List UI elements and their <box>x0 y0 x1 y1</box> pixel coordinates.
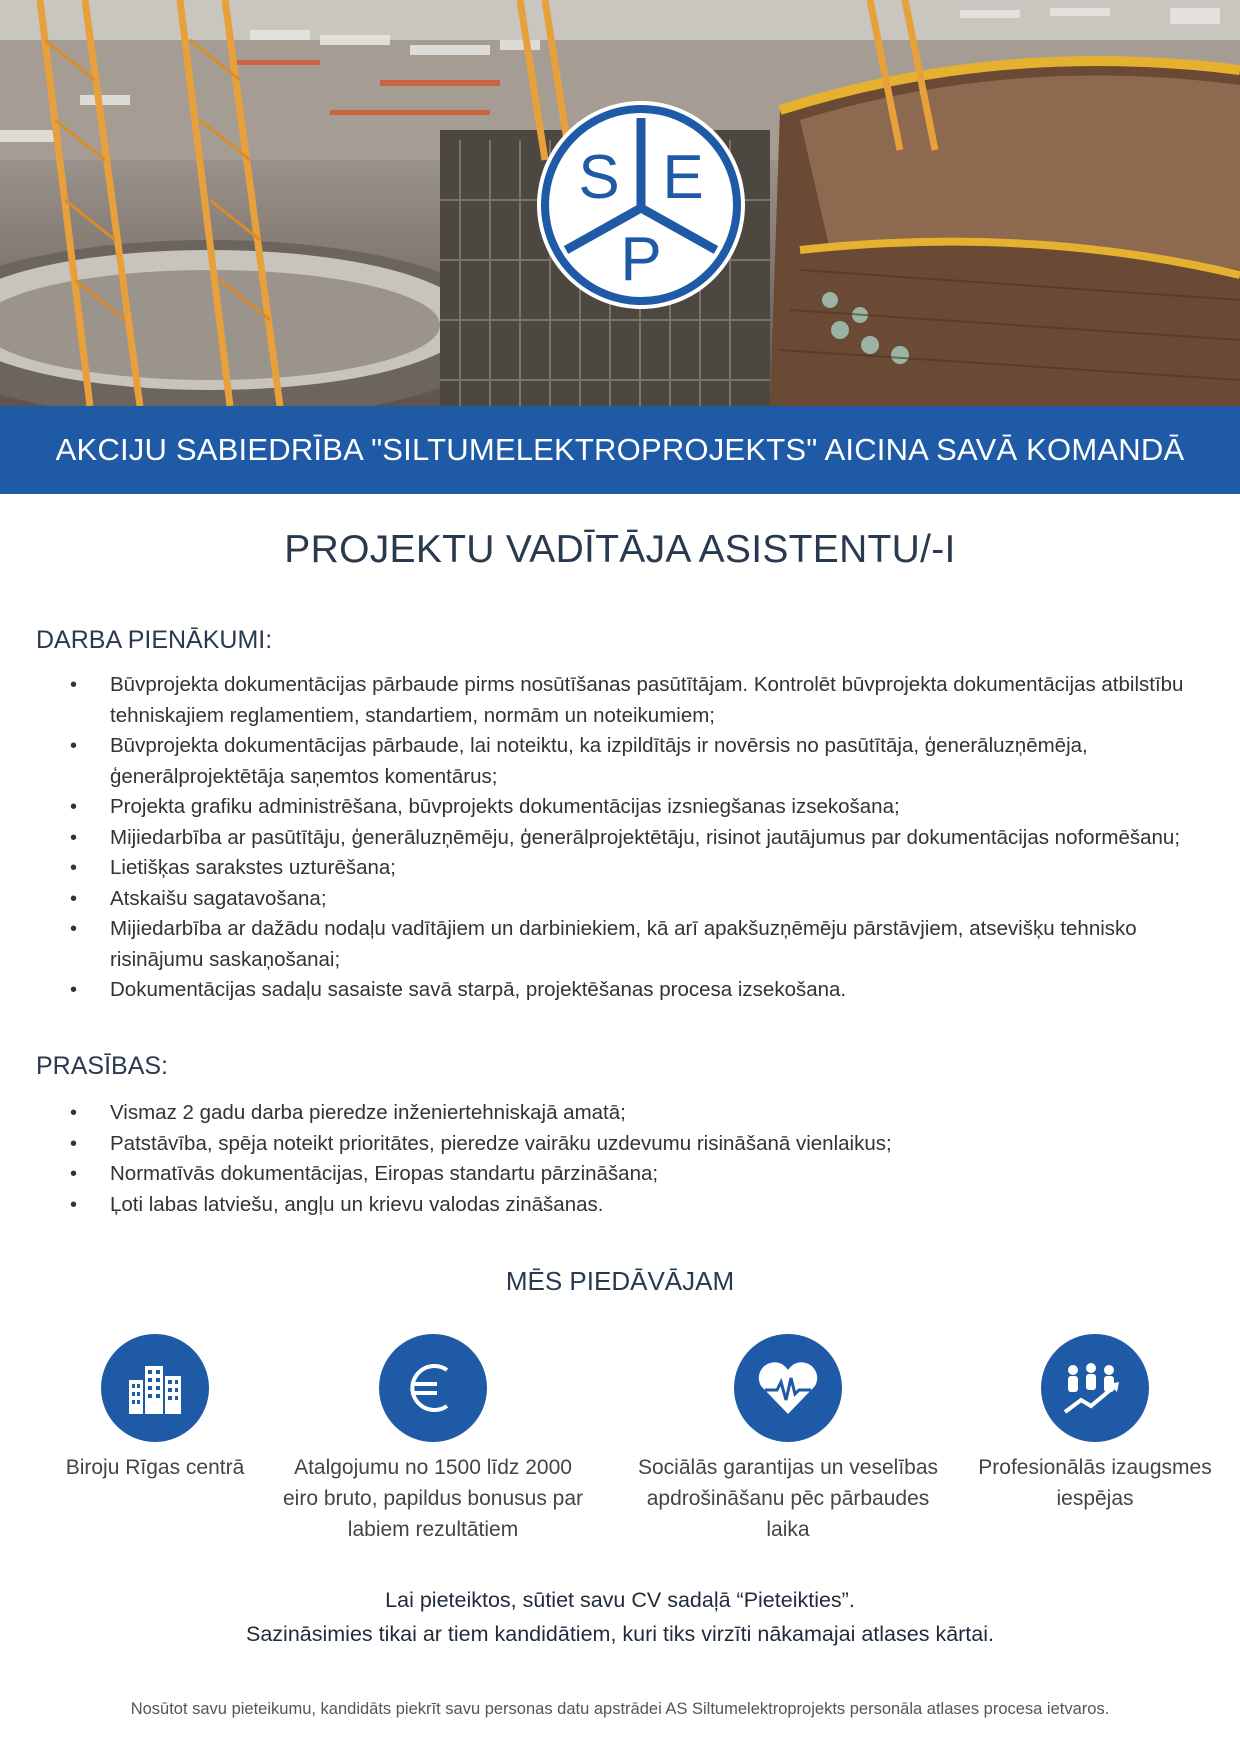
duty-item: • Mijiedarbība ar pasūtītāju, ģenerāluzņēmēju, ģenerālprojektētāju, risinot jautājumus par dokumentācijas noformēšanu; <box>70 823 1220 854</box>
duty-item: • Būvprojekta dokumentācijas pārbaude, lai noteiktu, ka izpildītājs ir novērsis no pasūtītāja, ģenerāluzņēmēja, ģenerālprojektētāja saņemtos komentārus; <box>70 731 1220 792</box>
apply-line-2: Sazināsimies tikai ar tiem kandidātiem, kuri tiks virzīti nākamajai atlases kārtai. <box>246 1622 994 1646</box>
offer-caption: Profesionālās izaugsmes iespējas <box>978 1456 1212 1510</box>
offer-caption: Biroju Rīgas centrā <box>65 1456 245 1479</box>
requirements-list <box>70 1098 1220 1220</box>
company-banner <box>0 406 1240 494</box>
offer-heading: MĒS PIEDĀVĀJAM <box>505 1266 735 1296</box>
data-processing-notice: Nosūtot savu pieteikumu, kandidāts piekrīt savu personas datu apstrādei AS Siltumelektroprojekts personāla atlases procesa ietvaros. <box>130 1700 1110 1718</box>
duty-item: • Mijiedarbība ar dažādu nodaļu vadītājiem un darbiniekiem, kā arī apakšuzņēmēju pārstāvjiem, atsevišķu tehnisko risinājumu saskaņošanai; <box>70 914 1220 975</box>
logo-letter-p: P <box>620 225 662 294</box>
offer-caption: Atalgojumu no 1500 līdz 2000 eiro bruto, papildus bonusus par labiem rezultātiem <box>282 1456 584 1541</box>
duties-list <box>70 670 1220 1006</box>
hero-construction-photo <box>0 0 1240 406</box>
offer-item-social <box>638 1334 938 1545</box>
euro-icon <box>379 1334 487 1442</box>
duty-item: • Dokumentācijas sadaļu sasaiste savā starpā, projektēšanas procesa izsekošana. <box>70 975 1220 1006</box>
requirement-item: • Patstāvība, spēja noteikt prioritātes, pieredze vairāku uzdevumu risināšanā vienlaikus; <box>70 1129 1220 1160</box>
offer-item-growth <box>950 1334 1240 1514</box>
logo-letter-s: S <box>578 143 620 212</box>
career-growth-icon <box>1041 1334 1149 1442</box>
heart-pulse-icon <box>734 1334 842 1442</box>
offer-item-office <box>0 1334 310 1483</box>
duty-item: • Lietišķas sarakstes uzturēšana; <box>70 853 1220 884</box>
duties-heading: DARBA PIENĀKUMI: <box>36 626 273 654</box>
sep-logo <box>536 100 746 310</box>
duty-item: • Projekta grafiku administrēšana, būvprojekts dokumentācijas izsniegšanas izsekošana; <box>70 792 1220 823</box>
logo-letter-e: E <box>662 143 704 212</box>
requirement-item: • Normatīvās dokumentācijas, Eiropas standartu pārzināšana; <box>70 1159 1220 1190</box>
apply-line-1: Lai pieteiktos, sūtiet savu CV sadaļā “Pieteikties”. <box>385 1588 855 1612</box>
offer-caption: Sociālās garantijas un veselības apdrošināšanu pēc pārbaudes laika <box>638 1456 939 1541</box>
banner-text: AKCIJU SABIEDRĪBA "SILTUMELEKTROPROJEKTS" AICINA SAVĀ KOMANDĀ <box>55 432 1185 467</box>
apply-instructions <box>0 1583 1240 1651</box>
duty-item: • Atskaišu sagatavošana; <box>70 884 1220 915</box>
office-buildings-icon <box>101 1334 209 1442</box>
requirement-item: • Ļoti labas latviešu, angļu un krievu valodas zināšanas. <box>70 1190 1220 1221</box>
requirements-heading: PRASĪBAS: <box>36 1052 168 1080</box>
requirement-item: • Vismaz 2 gadu darba pieredze inženiertehniskajā amatā; <box>70 1098 1220 1129</box>
offer-item-salary <box>278 1334 588 1545</box>
job-title: PROJEKTU VADĪTĀJA ASISTENTU/-I <box>284 528 956 571</box>
duty-item: • Būvprojekta dokumentācijas pārbaude pirms nosūtīšanas pasūtītājam. Kontrolēt būvprojekta dokumentācijas atbilstību tehniskajiem reglamentiem, standartiem, normām un noteikumiem; <box>70 670 1220 731</box>
